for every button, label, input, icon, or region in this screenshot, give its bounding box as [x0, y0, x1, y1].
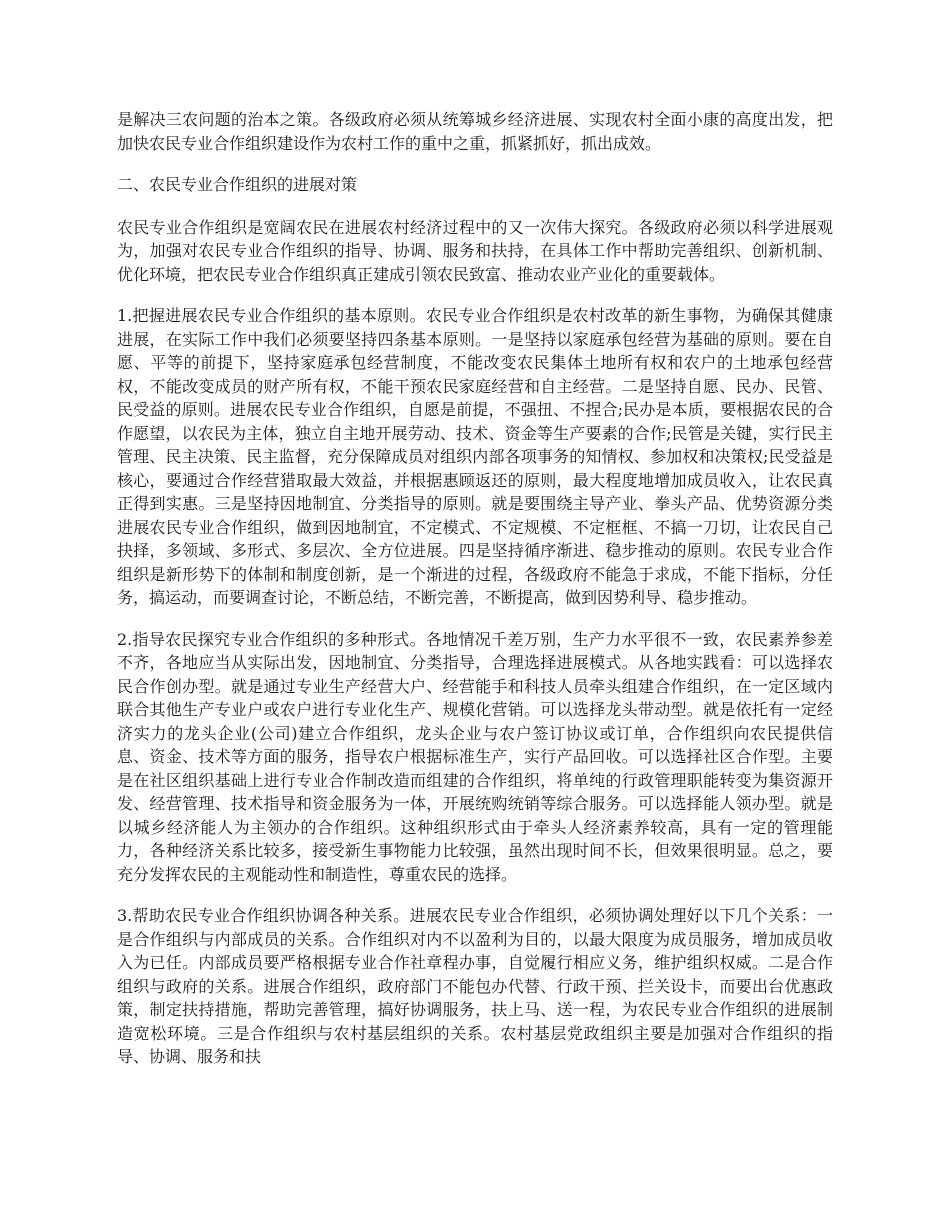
- paragraph-overview: 农民专业合作组织是宽阔农民在进展农村经济过程中的又一次伟大探究。各级政府必须以科学进展观为，加强对农民专业合作组织的指导、协调、服务和扶持，在具体工作中帮助完善组织、创新机制、优化环境，把农民专业合作组织真正建成引领农民致富、推动农业产业化的重要载体。: [117, 217, 833, 284]
- section-heading: 二、农民专业合作组织的进展对策: [117, 175, 358, 194]
- paragraph-intro: 是解决三农问题的治本之策。各级政府必须从统筹城乡经济进展、实现农村全面小康的高度出发，把加快农民专业合作组织建设作为农村工作的重中之重，抓紧抓好，抓出成效。: [117, 110, 833, 153]
- paragraph-point-3: 3.帮助农民专业合作组织协调各种关系。进展农民专业合作组织，必须协调处理好以下几个关系：一是合作组织与内部成员的关系。合作组织对内不以盈利为目的，以最大限度为成员服务，增加成员收入为已任。内部成员要严格根据专业合作社章程办事，自觉履行相应义务，维护组织权威。二是合作组织与政府的关系。进展合作组织，政府部门不能包办代替、行政干预、拦关设卡，而要出台优惠政策，制定扶持措施，帮助完善管理，搞好协调服务，扶上马、送一程，为农民专业合作组织的进展制造宽松环境。三是合作组织与农村基层组织的关系。农村基层党政组织主要是加强对合作组织的指导、协调、服务和扶: [117, 906, 833, 1066]
- paragraph-point-2: 2.指导农民探究专业合作组织的多种形式。各地情况千差万别，生产力水平很不一致，农民素养参差不齐，各地应当从实际出发，因地制宜、分类指导，合理选择进展模式。从各地实践看：可以选择农民合作创办型。就是通过专业生产经营大户、经营能手和科技人员牵头组建合作组织，在一定区域内联合其他生产专业户或农户进行专业化生产、规模化营销。可以选择龙头带动型。就是依托有一定经济实力的龙头企业(公司)建立合作组织，龙头企业与农户签订协议或订单，合作组织向农民提供信息、资金、技术等方面的服务，指导农户根据标准生产，实行产品回收。可以选择社区合作型。主要是在社区组织基础上进行专业合作制改造而组建的合作组织，将单纯的行政管理职能转变为集资源开发、经营管理、技术指导和资金服务为一体，开展统购统销等综合服务。可以选择能人领办型。就是以城乡经济能人为主领办的合作组织。这种组织形式由于牵头人经济素养较高，具有一定的管理能力，各种经济关系比较多，接受新生事物能力比较强，虽然出现时间不长，但效果很明显。总之，要充分发挥农民的主观能动性和制造性，尊重农民的选择。: [117, 629, 833, 884]
- paragraph-point-1: 1.把握进展农民专业合作组织的基本原则。农民专业合作组织是农村改革的新生事物，为确保其健康进展，在实际工作中我们必须要坚持四条基本原则。一是坚持以家庭承包经营为基础的原则。要在自愿、平等的前提下，坚持家庭承包经营制度，不能改变农民集体土地所有权和农户的土地承包经营权，不能改变成员的财产所有权，不能干预农民家庭经营和自主经营。二是坚持自愿、民办、民管、民受益的原则。进展农民专业合作组织，自愿是前提，不强扭、不捏合;民办是本质，要根据农民的合作愿望，以农民为主体，独立自主地开展劳动、技术、资金等生产要素的合作;民管是关键，实行民主管理、民主决策、民主监督，充分保障成员对组织内部各项事务的知情权、参加权和决策权;民受益是核心，要通过合作经营猎取最大效益，并根据惠顾返还的原则，最大程度地增加成员收入，让农民真正得到实惠。三是坚持因地制宜、分类指导的原则。就是要围绕主导产业、拳头产品、优势资源分类进展农民专业合作组织，做到因地制宜，不定模式、不定规模、不定框框、不搞一刀切，让农民自己抉择，多领域、多形式、多层次、全方位进展。四是坚持循序渐进、稳步推动的原则。农民专业合作组织是新形势下的体制和制度创新，是一个渐进的过程，各级政府不能急于求成，不能下指标，分任务，搞运动，而要调查讨论，不断总结，不断完善，不断提高，做到因势利导、稳步推动。: [117, 306, 833, 607]
- document-page: [117, 108, 833, 1087]
